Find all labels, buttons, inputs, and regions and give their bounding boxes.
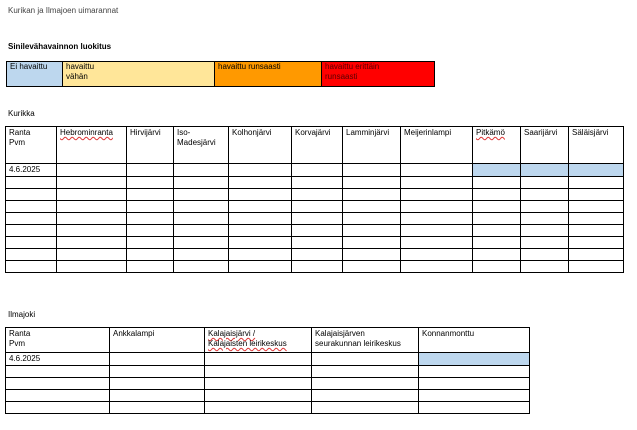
status-cell-pitkamo (473, 164, 521, 177)
table-row (6, 225, 624, 237)
table-row (6, 378, 530, 390)
legend-abundant: havaittu runsaasti (215, 62, 322, 87)
ilmajoki-table (5, 327, 530, 414)
legend-table (6, 61, 435, 87)
table-row (6, 213, 624, 225)
status-cell-salaisjarvi (569, 164, 624, 177)
header-pitkamo: Pitkämö (473, 127, 521, 164)
header-iso-madesjarvi: Iso- Madesjärvi (174, 127, 229, 164)
header-kalajaisjarven-leirikeskus: Kalajaisjärven seurakunnan leirikeskus (312, 328, 419, 353)
document-title: Kurikan ja Ilmajoen uimarannat (8, 6, 119, 15)
section-kurikka: Kurikka (8, 109, 35, 118)
table-row (6, 261, 624, 273)
table-row (6, 189, 624, 201)
header-ankkalampi: Ankkalampi (110, 328, 205, 353)
header-konnanmonttu: Konnanmonttu (419, 328, 530, 353)
status-cell-konnanmonttu (419, 353, 530, 366)
header-meijerinlampi: Meijerinlampi (401, 127, 473, 164)
table-row (6, 402, 530, 414)
table-row (6, 164, 624, 177)
table-row (6, 237, 624, 249)
header-hebrominranta: Hebrominranta (57, 127, 127, 164)
header-kolhonjarvi: Kolhonjärvi (229, 127, 292, 164)
date-cell: 4.6.2025 (6, 353, 110, 366)
date-cell: 4.6.2025 (6, 164, 57, 177)
header-saarijarvi: Saarijärvi (521, 127, 569, 164)
table-row (6, 177, 624, 189)
legend-very-abundant: havaittu erittäin runsaasti (322, 62, 435, 87)
header-ranta-pvm: Ranta Pvm (6, 127, 57, 164)
header-salaisjarvi: Säläisjärvi (569, 127, 624, 164)
table-row (6, 366, 530, 378)
legend-little: havaittu vähän (63, 62, 215, 87)
table-row (6, 353, 530, 366)
header-kalajaisjarvi: Kalajaisjärvi / Kalajaisten leirikeskus (205, 328, 312, 353)
legend-heading: Sinilevähavainnon luokitus (8, 42, 112, 51)
table-row (6, 390, 530, 402)
kurikka-table (5, 126, 624, 273)
table-row (6, 249, 624, 261)
table-header-row (6, 328, 530, 353)
legend-not-observed: Ei havaittu (7, 62, 63, 87)
table-row (6, 201, 624, 213)
table-header-row (6, 127, 624, 164)
header-lamminjarvi: Lamminjärvi (343, 127, 401, 164)
header-hirvijarvi: Hirvijärvi (127, 127, 174, 164)
header-ranta-pvm: Ranta Pvm (6, 328, 110, 353)
section-ilmajoki: Ilmajoki (8, 310, 36, 319)
status-cell-saarijarvi (521, 164, 569, 177)
header-korvajarvi: Korvajärvi (292, 127, 343, 164)
